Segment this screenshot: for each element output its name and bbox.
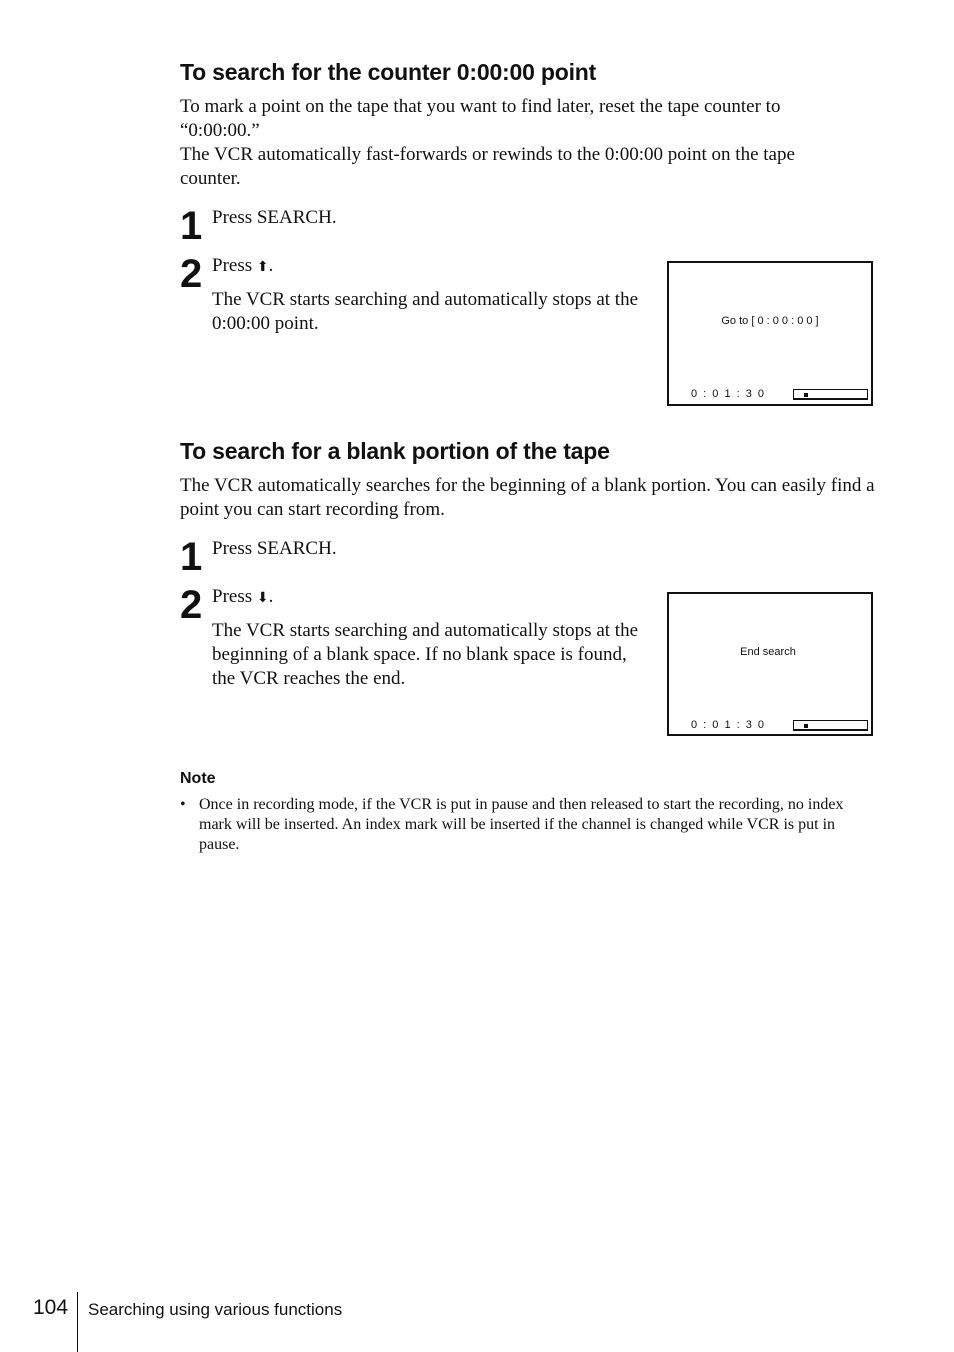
vcr-screen-goto (667, 261, 873, 406)
screen-counter: 0 : 0 1 : 3 0 (691, 719, 766, 731)
bullet: • (180, 796, 186, 813)
note-text: Once in recording mode, if the VCR is put in pause and then released to start the recording, no index mark will be inserted. An index mark will be inserted if the channel is changed while VCR is put in pause. (199, 796, 844, 853)
page-number: 104 (33, 1296, 69, 1319)
down-arrow-icon: ⬇ (256, 590, 269, 606)
intro-paragraph: The VCR automatically searches for the beginning of a blank portion. You can easily find a point you can start recording from. (180, 475, 875, 520)
note-title: Note (180, 770, 216, 787)
step-period: . (268, 586, 274, 607)
screen-message: Go to [ 0 : 0 0 : 0 0 ] (721, 315, 819, 327)
intro-paragraph: To mark a point on the tape that you want to find later, reset the tape counter to “0:00:00.” (180, 96, 781, 141)
step-press-label: Press (212, 586, 253, 607)
section-intro (180, 474, 880, 522)
step-period: . (268, 255, 274, 276)
step-detail: The VCR starts searching and automatically stops at the beginning of a blank space. If no blank space is found, the VCR reaches the end. (212, 620, 638, 689)
step-press-label: Press (212, 255, 253, 276)
section-heading-counter-search: To search for the counter 0:00:00 point (180, 59, 597, 85)
screen-message: End search (740, 646, 796, 658)
tape-position-marker (804, 393, 808, 397)
screen-counter: 0 : 0 1 : 3 0 (691, 388, 766, 400)
step-text (212, 585, 273, 610)
section-intro (180, 95, 860, 191)
step-text: Press SEARCH. (212, 538, 337, 559)
intro-paragraph: The VCR automatically fast-forwards or rewinds to the 0:00:00 point on the tape counter. (180, 144, 795, 189)
step-number: 1 (180, 204, 203, 248)
step-number: 2 (180, 583, 203, 627)
step-number: 2 (180, 252, 203, 296)
step-detail: The VCR starts searching and automatically stops at the 0:00:00 point. (212, 289, 638, 334)
up-arrow-icon: ⬆ (256, 259, 269, 275)
tape-position-bar (793, 720, 868, 731)
footer-section-title: Searching using various functions (88, 1300, 343, 1319)
vcr-screen-end-search (667, 592, 873, 736)
section-heading-blank-search: To search for a blank portion of the tape (180, 438, 610, 464)
footer-divider (77, 1292, 78, 1352)
tape-position-bar (793, 389, 868, 400)
tape-position-marker (804, 724, 808, 728)
note-list-item (180, 795, 870, 855)
step-text (212, 254, 273, 279)
step-text: Press SEARCH. (212, 207, 337, 228)
step-number: 1 (180, 535, 203, 579)
